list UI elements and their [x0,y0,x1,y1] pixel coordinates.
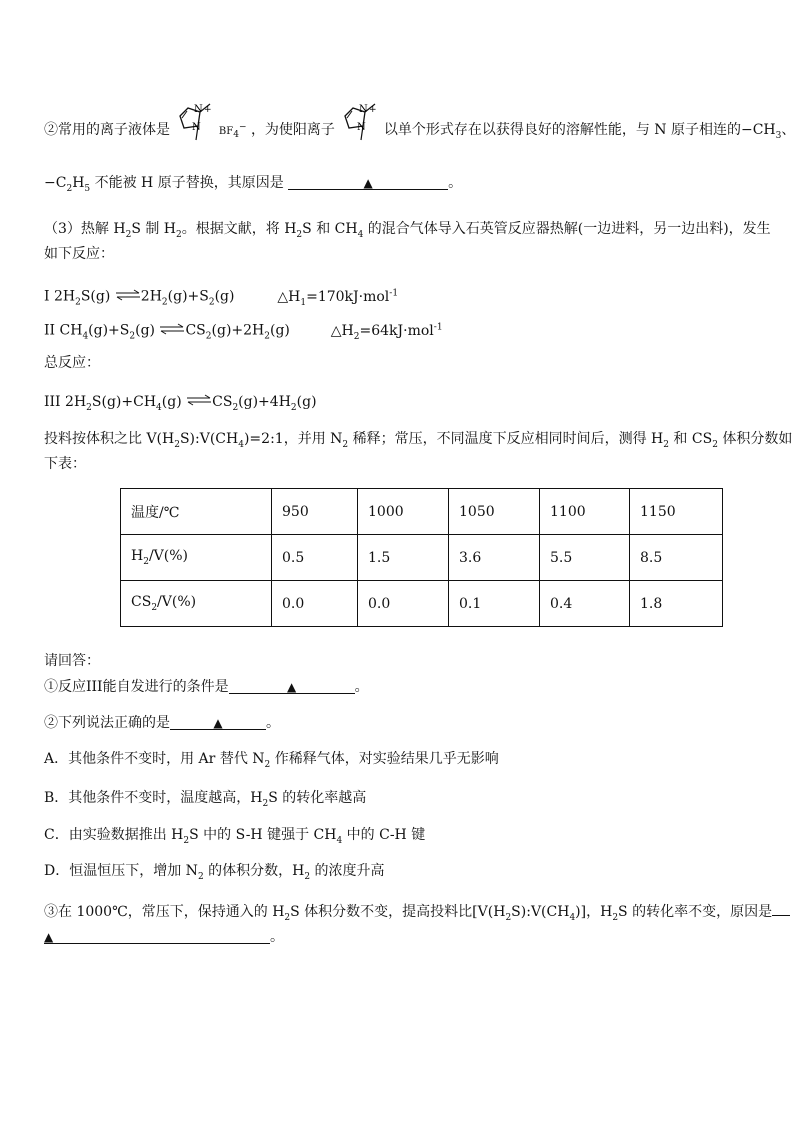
plus-label-2: + [369,105,377,115]
table-row [121,489,723,535]
table-cell: 0.5 [272,535,358,581]
triangle-icon: ▲ [213,716,223,730]
table-cell: 1.8 [630,581,723,627]
q3-intro: （3）热解 $H_2S$ 制 $H_2$。根据文献，将 $H_2S$ 和 $CH_4$ 的混合气体导入石英管反应器热解(一边进料，另一边出料)，发生 [44,221,771,240]
triangle-icon: ▲ [44,930,54,944]
option-a: A．其他条件不变时，用 Ar 替代 $N_2$ 作稀释气体，对实验结果几乎无影响 [44,751,499,770]
table-cell: 0.0 [272,581,358,627]
table-cell: 5.5 [540,535,630,581]
q2-line1-text-a: ②常用的离子液体是 [44,122,170,138]
q2-line1-text-c: 以单个形式存在以获得良好的溶解性能，与 N 原子相连的−CH [383,122,776,138]
delta-h1: $\triangle H_1=170kJ\cdot mol^{-1}$ [277,288,399,308]
table-cell: 1150 [630,489,723,535]
table-cell: 3.6 [449,535,540,581]
option-d: D．恒温恒压下，增加 $N_2$ 的体积分数，$H_2$ 的浓度升高 [44,863,385,882]
n-low-label: N [192,122,202,133]
table-cell: 1050 [449,489,540,535]
total-reaction-label: 总反应： [44,355,100,371]
table-cell: 0.4 [540,581,630,627]
feed-ratio-text-2: 下表： [44,456,86,472]
imidazolium-structure-icon [174,100,214,160]
option-c: C．由实验数据推出 $H_2S$ 中的 S-H 键强于 $CH_4$ 中的 C-H 键 [44,827,426,846]
reaction-1: I $2H_2S(g)$ $2H_2(g)+S_2(g)$ $\triangle H_1=170kJ\cdot mol^{-1}$ [44,288,399,308]
triangle-icon: ▲ [286,680,297,694]
reaction-2: II $CH_4(g)+S_2(g)$ $CS_2(g)+2H_2(g)$ $\triangle H_2=64kJ\cdot mol^{-1}$ [44,322,443,342]
imidazolium-cation-structure-icon [339,100,379,160]
anion-label: $BF_4^-$ [218,122,247,140]
feed-ratio-text: 投料按体积之比 $V(H_2S):V(CH_4)=2:1$，并用 $N_2$ 稀释；常压，不同温度下反应相同时间后，测得 $H_2$ 和 $CS_2$ 体积分数如 [44,431,793,450]
table-cell: 8.5 [630,535,723,581]
q2-line1: ②常用的离子液体是 N + N $BF_4^-$ ，为使阳离子 N + N 以单个形式存在以获得良好的溶解性能，与 N 原子相连的$-CH_3$、 [44,100,795,140]
table-row [121,581,723,627]
table-cell: 1000 [358,489,449,535]
data-table [120,488,723,627]
table-row-label-h2: $H_2/V(\%)$ [121,535,272,581]
answer-blank-1[interactable] [229,677,355,694]
equilibrium-arrow-icon-3 [186,392,212,412]
table-cell: 0.0 [358,581,449,627]
equilibrium-arrow-icon [115,287,141,307]
q2-line1-text-b: ，为使阳离子 [250,122,335,138]
table-cell: 950 [272,489,358,535]
plus-label: + [204,105,212,115]
option-b: B．其他条件不变时，温度越高，$H_2S$ 的转化率越高 [44,790,367,809]
table-header-label: 温度/℃ [121,489,272,535]
n-plus-label: N [194,104,204,115]
q2-line2: $-C_2H_5$ 不能被 H 原子替换，其原因是 ▲ 。 [44,175,463,194]
table-cell: 1.5 [358,535,449,581]
sub-question-1: ①反应III能自发进行的条件是 ▲ 。 [44,679,369,695]
answer-blank-3[interactable] [44,927,270,944]
answer-blank-2[interactable] [170,713,266,730]
table-cell: 0.1 [449,581,540,627]
equilibrium-arrow-icon-2 [159,321,185,341]
answer-prompt: 请回答： [44,653,100,669]
sub-question-3-line2: ▲ 。 [44,929,284,945]
table-row-label-cs2: $CS_2/V(\%)$ [121,581,272,627]
sub-question-2: ②下列说法正确的是 ▲ 。 [44,715,280,731]
answer-blank-q2[interactable] [288,173,448,190]
delta-h2: $\triangle H_2=64kJ\cdot mol^{-1}$ [330,322,443,342]
reaction-3: III $2H_2S(g)+CH_4(g)$ $CS_2(g)+4H_2(g)$ [44,394,317,413]
answer-blank-3a[interactable] [772,899,790,916]
q3-intro2: 如下反应： [44,246,114,262]
table-cell: 1100 [540,489,630,535]
table-row [121,535,723,581]
n-low-label-2: N [357,122,367,133]
sub-question-3: ③在 1000℃，常压下，保持通入的 $H_2S$ 体积分数不变，提高投料比$[V(H_2S):V(CH_4)]$，$H_2S$ 的转化率不变，原因是 [44,899,790,928]
n-plus-label-2: N [359,104,369,115]
triangle-icon: ▲ [363,176,373,190]
